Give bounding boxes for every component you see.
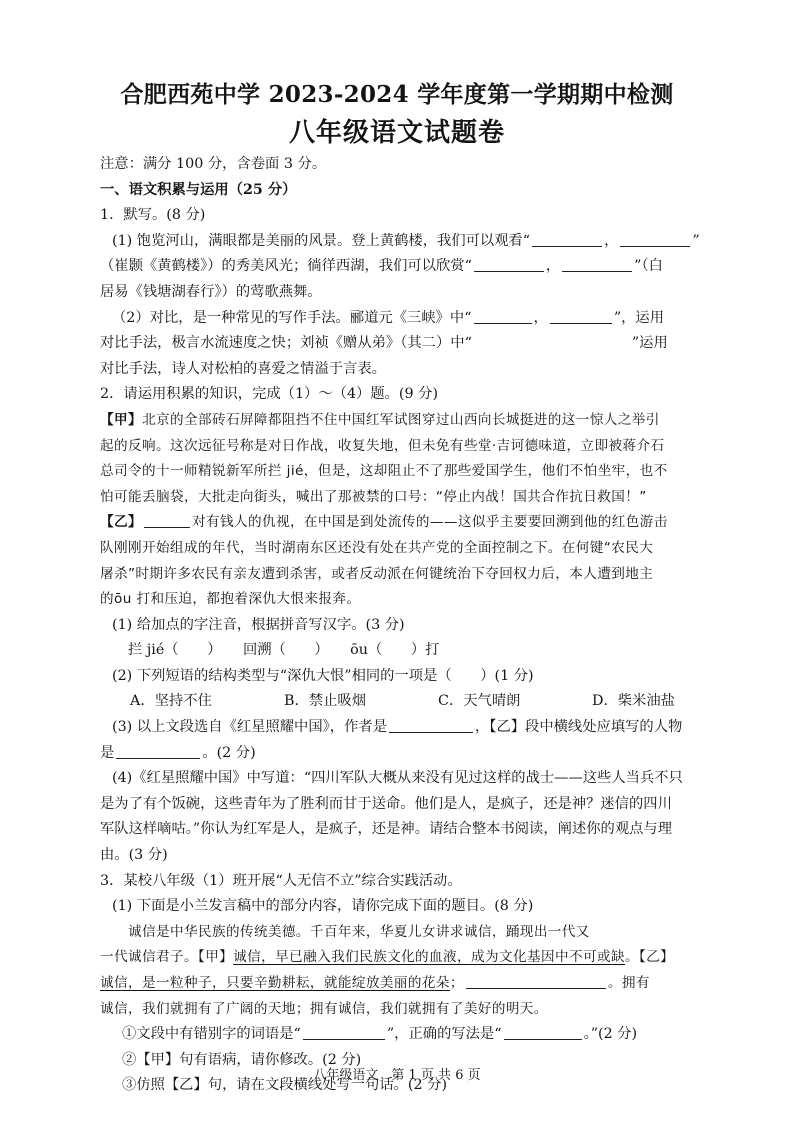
q2-options bbox=[100, 689, 718, 715]
section-heading: 一、语文积累与运用（25 分） bbox=[100, 181, 297, 198]
question-1-title: 1．默写。(8 分) bbox=[100, 207, 206, 224]
answer-blank[interactable] bbox=[303, 1024, 385, 1040]
speech-line1: 诚信是中华民族的传统美德。千百年来，华夏儿女讲求诚信，踊现出一代又 bbox=[128, 923, 590, 940]
q2-part1-title: (1) 给加点的字注音，根据拼音写汉字。(3 分) bbox=[112, 616, 405, 633]
option-b[interactable]: B．禁止吸烟 bbox=[284, 693, 366, 710]
answer-blank[interactable] bbox=[474, 256, 544, 272]
q2-part2-title: (2) 下列短语的结构类型与“深仇大恨”相同的一项是（ ）(1 分) bbox=[112, 667, 534, 684]
q3-sub2: ②【甲】句有语病，请你修改。(2 分) bbox=[122, 1051, 362, 1068]
q2-part4-line1: (4)《红星照耀中国》中写道：“四川军队大概从来没有见过这样的战士——这些人当兵不只 bbox=[112, 770, 683, 787]
q1-s2-line1: （2）对比，是一种常见的写作手法。郦道元《三峡》中“ ， ”，运用 bbox=[112, 309, 665, 326]
passage-jia-line4: 怕可能丢脑袋，大批走向街头，喊出了那被禁的口号：“停止内战！国共合作抗日救国！” bbox=[100, 488, 647, 505]
q1-s1-line2: （崔颢《黄鹤楼》）的秀美风光；徜徉西湖，我们可以欣赏“ ， ”（白 bbox=[100, 258, 663, 275]
exam-subtitle: 八年级语文试题卷 bbox=[288, 118, 505, 148]
answer-blank[interactable] bbox=[562, 256, 632, 272]
answer-blank[interactable] bbox=[474, 308, 532, 324]
exam-body bbox=[100, 152, 718, 1099]
passage-yi-line3: 屠杀”时期许多农民有亲友遭到杀害，或者反动派在何键统治下夺回权力后，本人遭到地主 bbox=[100, 565, 654, 582]
passage-yi-line1: 【乙】 对有钱人的仇视，在中国是到处流传的——这似乎主要要回溯到他的红色游击 bbox=[100, 514, 668, 531]
notice: 注意：满分 100 分，含卷面 3 分。 bbox=[100, 156, 327, 172]
q1-s1-line1: (1) 饱览河山，满眼都是美丽的风景。登上黄鹤楼，我们可以观看“ ， ” bbox=[112, 232, 700, 249]
q3-sub1: ①文段中有错别字的词语是“ ”，正确的写法是“ 。”(2 分) bbox=[122, 1026, 638, 1043]
passage-yi-line4: 的ōu 打和压迫，都抱着深仇大恨来报奔。 bbox=[100, 591, 361, 608]
exam-title: 合肥西苑中学 2023-2024 学年度第一学期期中检测 bbox=[120, 81, 674, 108]
passage-jia-line3: 总司令的十一师精锐新军所拦 jié，但是，这却阻止不了那些爱国学生，他们不怕坐牢，也不 bbox=[100, 463, 668, 480]
passage-jia-line1: 【甲】北京的全部砖石屏障都阻挡不住中国红军试图穿过山西向长城挺进的这一惊人之举引 bbox=[100, 411, 660, 428]
q3-sub3: ③仿照【乙】句，请在文段横线处写一句话。(2 分) bbox=[122, 1077, 448, 1094]
answer-blank[interactable] bbox=[620, 231, 690, 247]
q2-part3-line1: (3) 以上文段选自《红星照耀中国》，作者是 ，【乙】段中横线处应填写的人物 bbox=[112, 719, 683, 736]
answer-blank[interactable] bbox=[550, 308, 612, 324]
q2-part1-row: 拦 jié（ ） 回溯（ ） ōu（ ）打 bbox=[128, 642, 440, 659]
q2-part4-line4: 由。(3 分) bbox=[100, 847, 168, 864]
question-2-title: 2．请运用积累的知识，完成（1）～（4）题。(9 分) bbox=[100, 386, 439, 403]
speech-line2: 一代诚信君子。【甲】诚信，早已融入我们民族文化的血液，成为文化基因中不可或缺。【乙】 bbox=[100, 949, 675, 966]
option-c[interactable]: C．天气晴朗 bbox=[438, 693, 521, 710]
passage-jia-line2: 起的反响。这次远征号称是对日作战，收复失地，但未免有些堂·吉诃德味道，立即被蒋介石 bbox=[100, 437, 665, 454]
q2-part4-line3: 军队这样嘀咕。”你认为红军是人，是疯子，还是神。请结合整本书阅读，阐述你的观点与理 bbox=[100, 821, 673, 838]
answer-blank[interactable] bbox=[389, 717, 473, 733]
passage-yi-line2: 队刚刚开始组成的年代，当时湖南东区还没有处在共产党的全面控制之下。在何键“农民大 bbox=[100, 539, 654, 556]
answer-blank[interactable] bbox=[144, 512, 190, 528]
page-footer: 八年级语文 第 1 页 共 6 页 bbox=[313, 1068, 481, 1083]
question-3-title: 3．某校八年级（1）班开展“人无信不立”综合实践活动。 bbox=[100, 872, 462, 889]
option-a[interactable]: A．坚持不住 bbox=[130, 693, 212, 710]
answer-blank[interactable] bbox=[504, 1024, 582, 1040]
answer-blank[interactable] bbox=[116, 743, 200, 759]
q1-s1-line3: 居易《钱塘湖春行》）的莺歌燕舞。 bbox=[100, 283, 322, 300]
answer-blank[interactable] bbox=[532, 231, 602, 247]
speech-line4: 诚信，我们就拥有了广阔的天地；拥有诚信，我们就拥有了美好的明天。 bbox=[100, 1000, 548, 1017]
q2-part3-line2: 是 。(2 分) bbox=[100, 744, 256, 761]
q1-s2-line3: 对比手法，诗人对松柏的喜爱之情溢于言表。 bbox=[100, 360, 386, 377]
q2-part4-line2: 是为了有个饭碗，这些青年为了胜利而甘于送命。他们是人，是疯子，还是神？迷信的四川 bbox=[100, 795, 672, 812]
q1-s2-line2: 对比手法，极言水流速度之快；刘祯《赠从弟》（其二）中“ ”运用 bbox=[100, 335, 668, 352]
answer-blank[interactable] bbox=[466, 973, 606, 989]
option-d[interactable]: D．柴米油盐 bbox=[592, 693, 675, 710]
q3-part1-title: (1) 下面是小兰发言稿中的部分内容，请你完成下面的题目。(8 分) bbox=[112, 898, 534, 915]
speech-line3: 诚信，是一粒种子，只要辛勤耕耘，就能绽放美丽的花朵； 。拥有 bbox=[100, 975, 650, 991]
